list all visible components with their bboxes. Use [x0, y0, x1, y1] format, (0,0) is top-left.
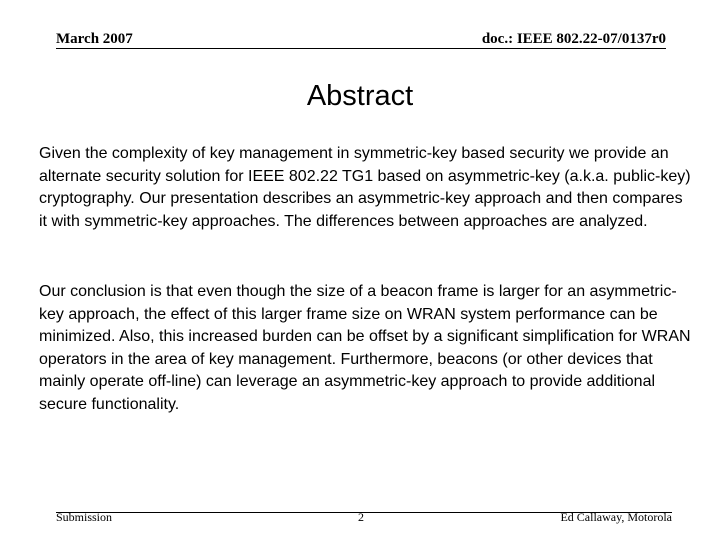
abstract-paragraph-1: Given the complexity of key management in symmetric-key based security we provide an alternate security solution for IEEE 802.22 TG1 based on asymmetric-key (a.k.a. public-key) cryptography. Our presentation describes an asymmetric-key approach and then compares it with symmetric-key approaches. The differences between approaches are analyzed.: [39, 145, 691, 230]
footer-page-number: 2: [358, 510, 364, 524]
header-doc-id: doc.: IEEE 802.22-07/0137r0: [481, 31, 666, 47]
slide-title: Abstract: [306, 80, 414, 112]
header-date: March 2007: [56, 31, 133, 47]
footer-submission: Submission: [56, 510, 113, 524]
abstract-paragraph-2: Our conclusion is that even though the size of a beacon frame is larger for an asymmetric-key approach, the effect of this larger frame size on WRAN system performance can be minimized. Also, this increased burden can be offset by a significant simplification for WRAN operators in the area of key management. Furthermore, beacons (or other devices that mainly operate off-line) can leverage an asymmetric-key approach to provide additional secure functionality.: [39, 283, 691, 413]
header-divider: [56, 48, 666, 49]
footer-author: Ed Callaway, Motorola: [560, 510, 672, 524]
